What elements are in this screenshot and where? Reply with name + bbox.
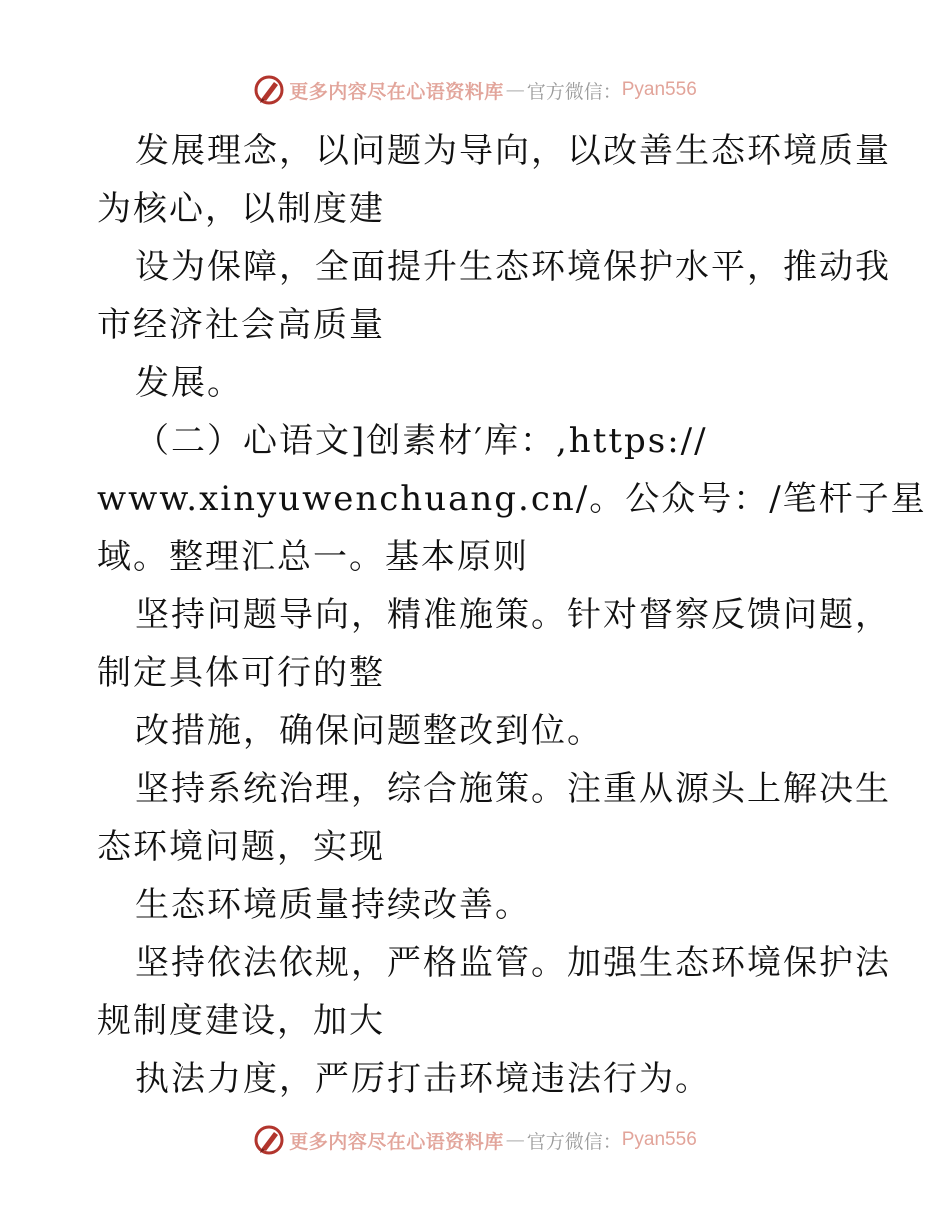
section-heading-line: （二）心语文]创素材′库：,https://	[135, 421, 708, 461]
paragraph-line: 执法力度，严厉打击环境违法行为。	[135, 1059, 711, 1099]
header-wechat-label: 官方微信：	[526, 80, 622, 103]
paragraph-line: 规制度建设，加大	[97, 1001, 385, 1041]
footer-banner	[0, 1120, 950, 1160]
header-banner	[0, 70, 950, 110]
paragraph-line: 制定具体可行的整	[97, 653, 385, 693]
paragraph-line: 坚持系统治理，综合施策。注重从源头上解决生	[135, 769, 891, 809]
footer-wechat-label: 官方微信：	[526, 1130, 622, 1153]
paragraph-line: 发展。	[135, 363, 243, 403]
paragraph-line: www.xinyuwenchuang.cn/。公众号：/笔杆子星	[97, 479, 927, 519]
header-separator: —	[505, 79, 525, 101]
header-brand-text: 更多内容尽在心语资料库	[289, 80, 504, 103]
paragraph-line: 坚持依法依规，严格监管。加强生态环境保护法	[135, 943, 891, 983]
paragraph-line: 坚持问题导向，精准施策。针对督察反馈问题，	[135, 595, 891, 635]
footer-separator: —	[505, 1129, 525, 1151]
paragraph-line: 发展理念，以问题为导向，以改善生态环境质量	[135, 131, 891, 171]
document-body	[97, 122, 927, 1108]
paragraph-line: 市经济社会高质量	[97, 305, 385, 345]
pen-logo-icon	[253, 74, 285, 106]
footer-brand-text: 更多内容尽在心语资料库	[289, 1130, 504, 1153]
paragraph-line: 生态环境质量持续改善。	[135, 885, 531, 925]
paragraph-line: 改措施，确保问题整改到位。	[135, 711, 603, 751]
footer-wechat-id: Pyan556	[621, 1129, 697, 1150]
pen-logo-icon	[253, 1124, 285, 1156]
paragraph-line: 为核心，以制度建	[97, 189, 385, 229]
paragraph-line: 设为保障，全面提升生态环境保护水平，推动我	[135, 247, 891, 287]
paragraph-line: 域。整理汇总一。基本原则	[97, 537, 529, 577]
paragraph-line: 态环境问题，实现	[97, 827, 385, 867]
header-wechat-id: Pyan556	[621, 79, 697, 100]
